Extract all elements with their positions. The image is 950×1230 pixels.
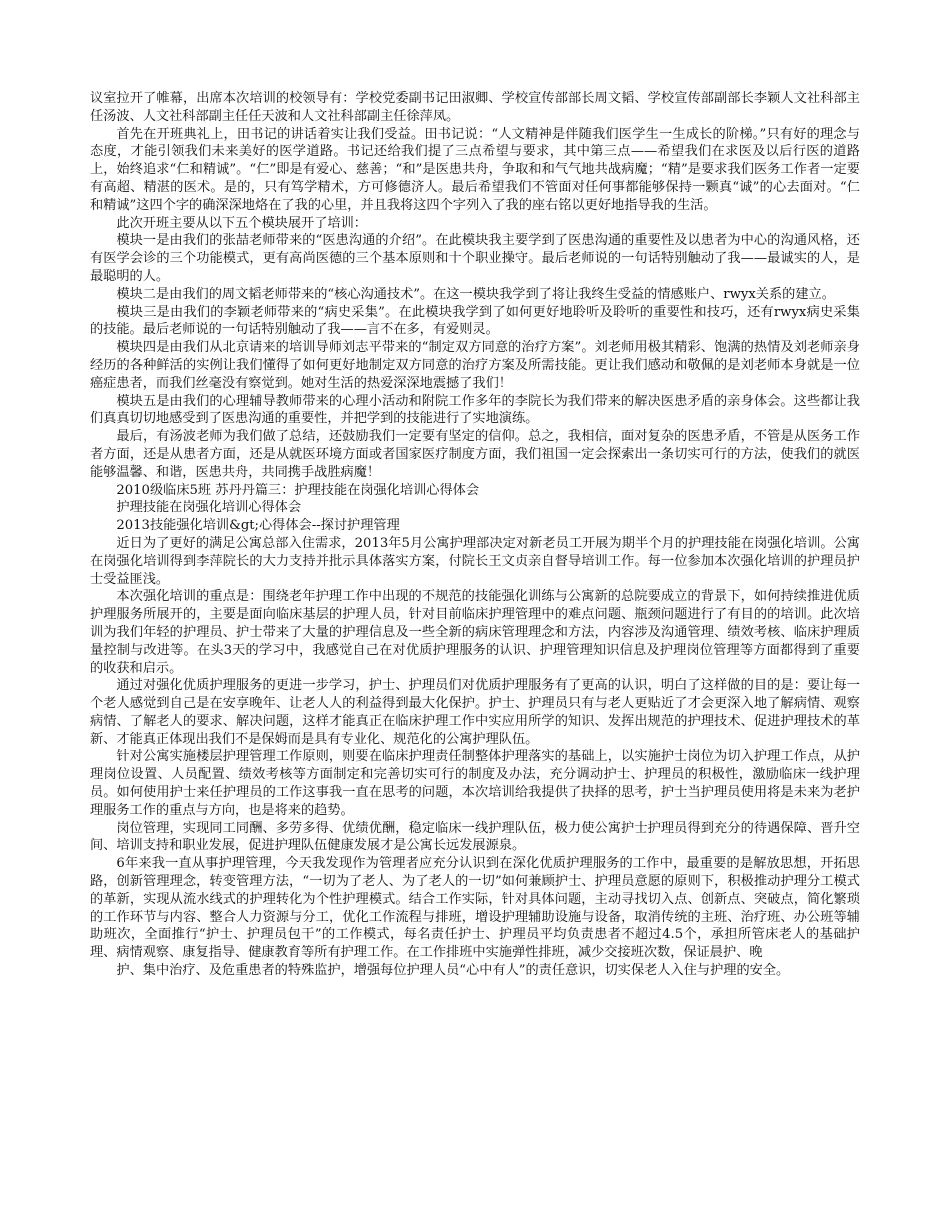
paragraph: 此次开班主要从以下五个模块展开了培训： [116, 215, 367, 231]
paragraph: 模块二是由我们的周文韬老师带来的“核心沟通技术”。在这一模块我学到了将让我终生受益的情感账户、rwyx关系的建立。 [116, 286, 835, 302]
paragraph: 6年来我一直从事护理管理，今天我发现作为管理者应充分认识到在深化优质护理服务的工作中，最重要的是解放思想，开拓思路，创新管理理念，转变管理方法，“一切为了老人、为了老人的一切”如何兼顾护士、护理员意愿的原则下，积极推动护理分工模式的革新，实现从流水线式的护理转化为个性护理模式。结合工作实际，针对具体问题，主动寻找切入点、创新点、突破点，简化繁琐的工作环节与内容、整合人力资源与分工，优化工作流程与排班，增设护理辅助设施与设备，取消传统的主班、治疗班、办公班等辅助班次，全面推行“护士、护理员包干”的工作模式，每名责任护士、护理员平均负责患者不超过4.5个，承担所管床老人的基础护理、病情观察、康复指导、健康教育等所有护理工作。在工作排班中实施弹性排班，减少交接班次数，保证晨护、晚 [90, 856, 860, 961]
paragraph: 岗位管理，实现同工同酬、多劳多得、优绩优酬，稳定临床一线护理队伍，极力使公寓护士护理员得到充分的待遇保障、晋升空间、培训支持和职业发展，促进护理队伍健康发展才是公寓长远发展源泉。 [90, 820, 860, 854]
paragraph: 议室拉开了帷幕，出席本次培训的校领导有：学校党委副书记田淑卿、学校宣传部部长周文韬、学校宣传部副部长李颖人文社科部主任汤波、人文社科部副主任任天波和人文社科部副主任徐萍凤。 [90, 91, 860, 124]
paragraph: 模块五是由我们的心理辅导教师带来的心理小活动和附院工作多年的李院长为我们带来的解决医患矛盾的亲身体会。这些都让我们真真切切地感受到了医患沟通的重要性，并把学到的技能进行了实地演练。 [90, 393, 860, 427]
section-heading: 2013技能强化培训&gt;心得体会--探讨护理管理 [116, 518, 400, 534]
paragraph: 最后，有汤波老师为我们做了总结，还鼓励我们一定要有坚定的信仰。总之，我相信，面对复杂的医患矛盾，不管是从医务工作者方面，还是从患者方面，还是从就医环境方面或者国家医疗制度方面，我们祖国一定会探索出一条切实可行的方法，使我们的就医能够温馨、和谐，医患共舟，共同携手战胜病魔！ [90, 429, 860, 480]
paragraph: 针对公寓实施楼层护理管理工作原则，则要在临床护理责任制整体护理落实的基础上，以实施护士岗位为切入护理工作点，从护理岗位设置、人员配置、绩效考核等方面制定和完善切实可行的制度及办法，充分调动护士、护理员的积极性，激励临床一线护理员。如何使用护士来任护理员的工作这事我一直在思考的问题，本次培训给我提供了抉择的思考，护士当护理员使用将是未来为老护理服务工作的重点与方向，也是将来的趋势。 [90, 749, 860, 818]
paragraph: 近日为了更好的满足公寓总部入住需求，2013年5月公寓护理部决定对新老员工开展为期半个月的护理技能在岗强化培训。公寓在岗强化培训得到李萍院长的大力支持并批示具体落实方案，付院长王文贞亲自督导培训工作。每一位参加本次强化培训的护理员护士受益匪浅。 [90, 535, 860, 587]
paragraph: 护、集中治疗、及危重患者的特殊监护，增强每位护理人员“心中有人”的责任意识，切实保老人入住与护理的安全。 [116, 963, 790, 979]
paragraph: 本次强化培训的重点是：围绕老年护理工作中出现的不规范的技能强化训练与公寓新的总院要成立的背景下，如何持续推进优质护理服务所展开的，主要是面向临床基层的护理人员，针对目前临床护理管理中的难点问题、瓶颈问题进行了有目的的培训。此次培训为我们年轻的护理员、护士带来了大量的护理信息及一些全新的病床管理理念和方法，内容涉及沟通管理、绩效考核、临床护理质量控制与改进等。在头3天的学习中，我感觉自己在对优质护理服务的认识、护理管理知识信息及护理岗位管理等方面都得到了重要的收获和启示。 [90, 589, 860, 676]
paragraph: 模块一是由我们的张喆老师带来的“医患沟通的介绍”。在此模块我主要学到了医患沟通的重要性及以患者为中心的沟通风格，还有医学会诊的三个功能模式，更有高尚医德的三个基本原则和十个职业操守。最后老师说的一句话特别触动了我——最诚实的人，是最聪明的人。 [90, 233, 860, 284]
section-heading: 2010级临床5班 苏丹丹篇三：护理技能在岗强化培训心得体会 [116, 482, 480, 498]
section-heading: 护理技能在岗强化培训心得体会 [116, 500, 302, 516]
paragraph: 模块四是由我们从北京请来的培训导师刘志平带来的“制定双方同意的治疗方案”。刘老师用极其精彩、饱满的热情及刘老师亲身经历的各种鲜活的实例让我们懂得了如何更好地制定双方同意的治疗方案及所需技能。更让我们感动和敬佩的是刘老师本身就是一位癌症患者，而我们丝毫没有察觉到。她对生活的热爱深深地震撼了我们！ [90, 340, 860, 391]
document-body [90, 90, 860, 980]
paragraph: 首先在开班典礼上，田书记的讲话着实让我们受益。田书记说：“人文精神是伴随我们医学生一生成长的阶梯。”只有好的理念与态度，才能引领我们未来美好的医学道路。书记还给我们提了三点希望与要求，其中第三点——希望我们在求医及以后行医的道路上，始终追求“仁和精诚”。“仁”即是有爱心、慈善；“和”是医患共舟，争取和和气气地共战病魔；“精”是要求我们医务工作者一定要有高超、精湛的医术。是的，只有笃学精术，方可修德济人。最后希望我们不管面对任何事都能够保持一颗真“诚”的心去面对。“仁和精诚”这四个字的确深深地烙在了我的心里，并且我将这四个字列入了我的座右铭以更好地指导我的生活。 [90, 126, 860, 213]
paragraph: 通过对强化优质护理服务的更进一步学习，护士、护理员们对优质护理服务有了更高的认识，明白了这样做的目的是：要让每一个老人感觉到自己是在安享晚年、让老人人的利益得到最大化保护。护士、护理员只有与老人更贴近了才会更深入地了解病情、观察病情、了解老人的要求、解决问题，这样才能真正在临床护理工作中实应用所学的知识、发挥出规范的护理技术、促进护理技术的革新、才能真正体现出我们不是保姆而是具有专业化、规范化的公寓护理队伍。 [90, 678, 860, 747]
paragraph: 模块三是由我们的李颖老师带来的“病史采集”。在此模块我学到了如何更好地聆听及聆听的重要性和技巧，还有rwyx病史采集的技能。最后老师说的一句话特别触动了我——言不在多，有爱则灵。 [90, 304, 860, 338]
